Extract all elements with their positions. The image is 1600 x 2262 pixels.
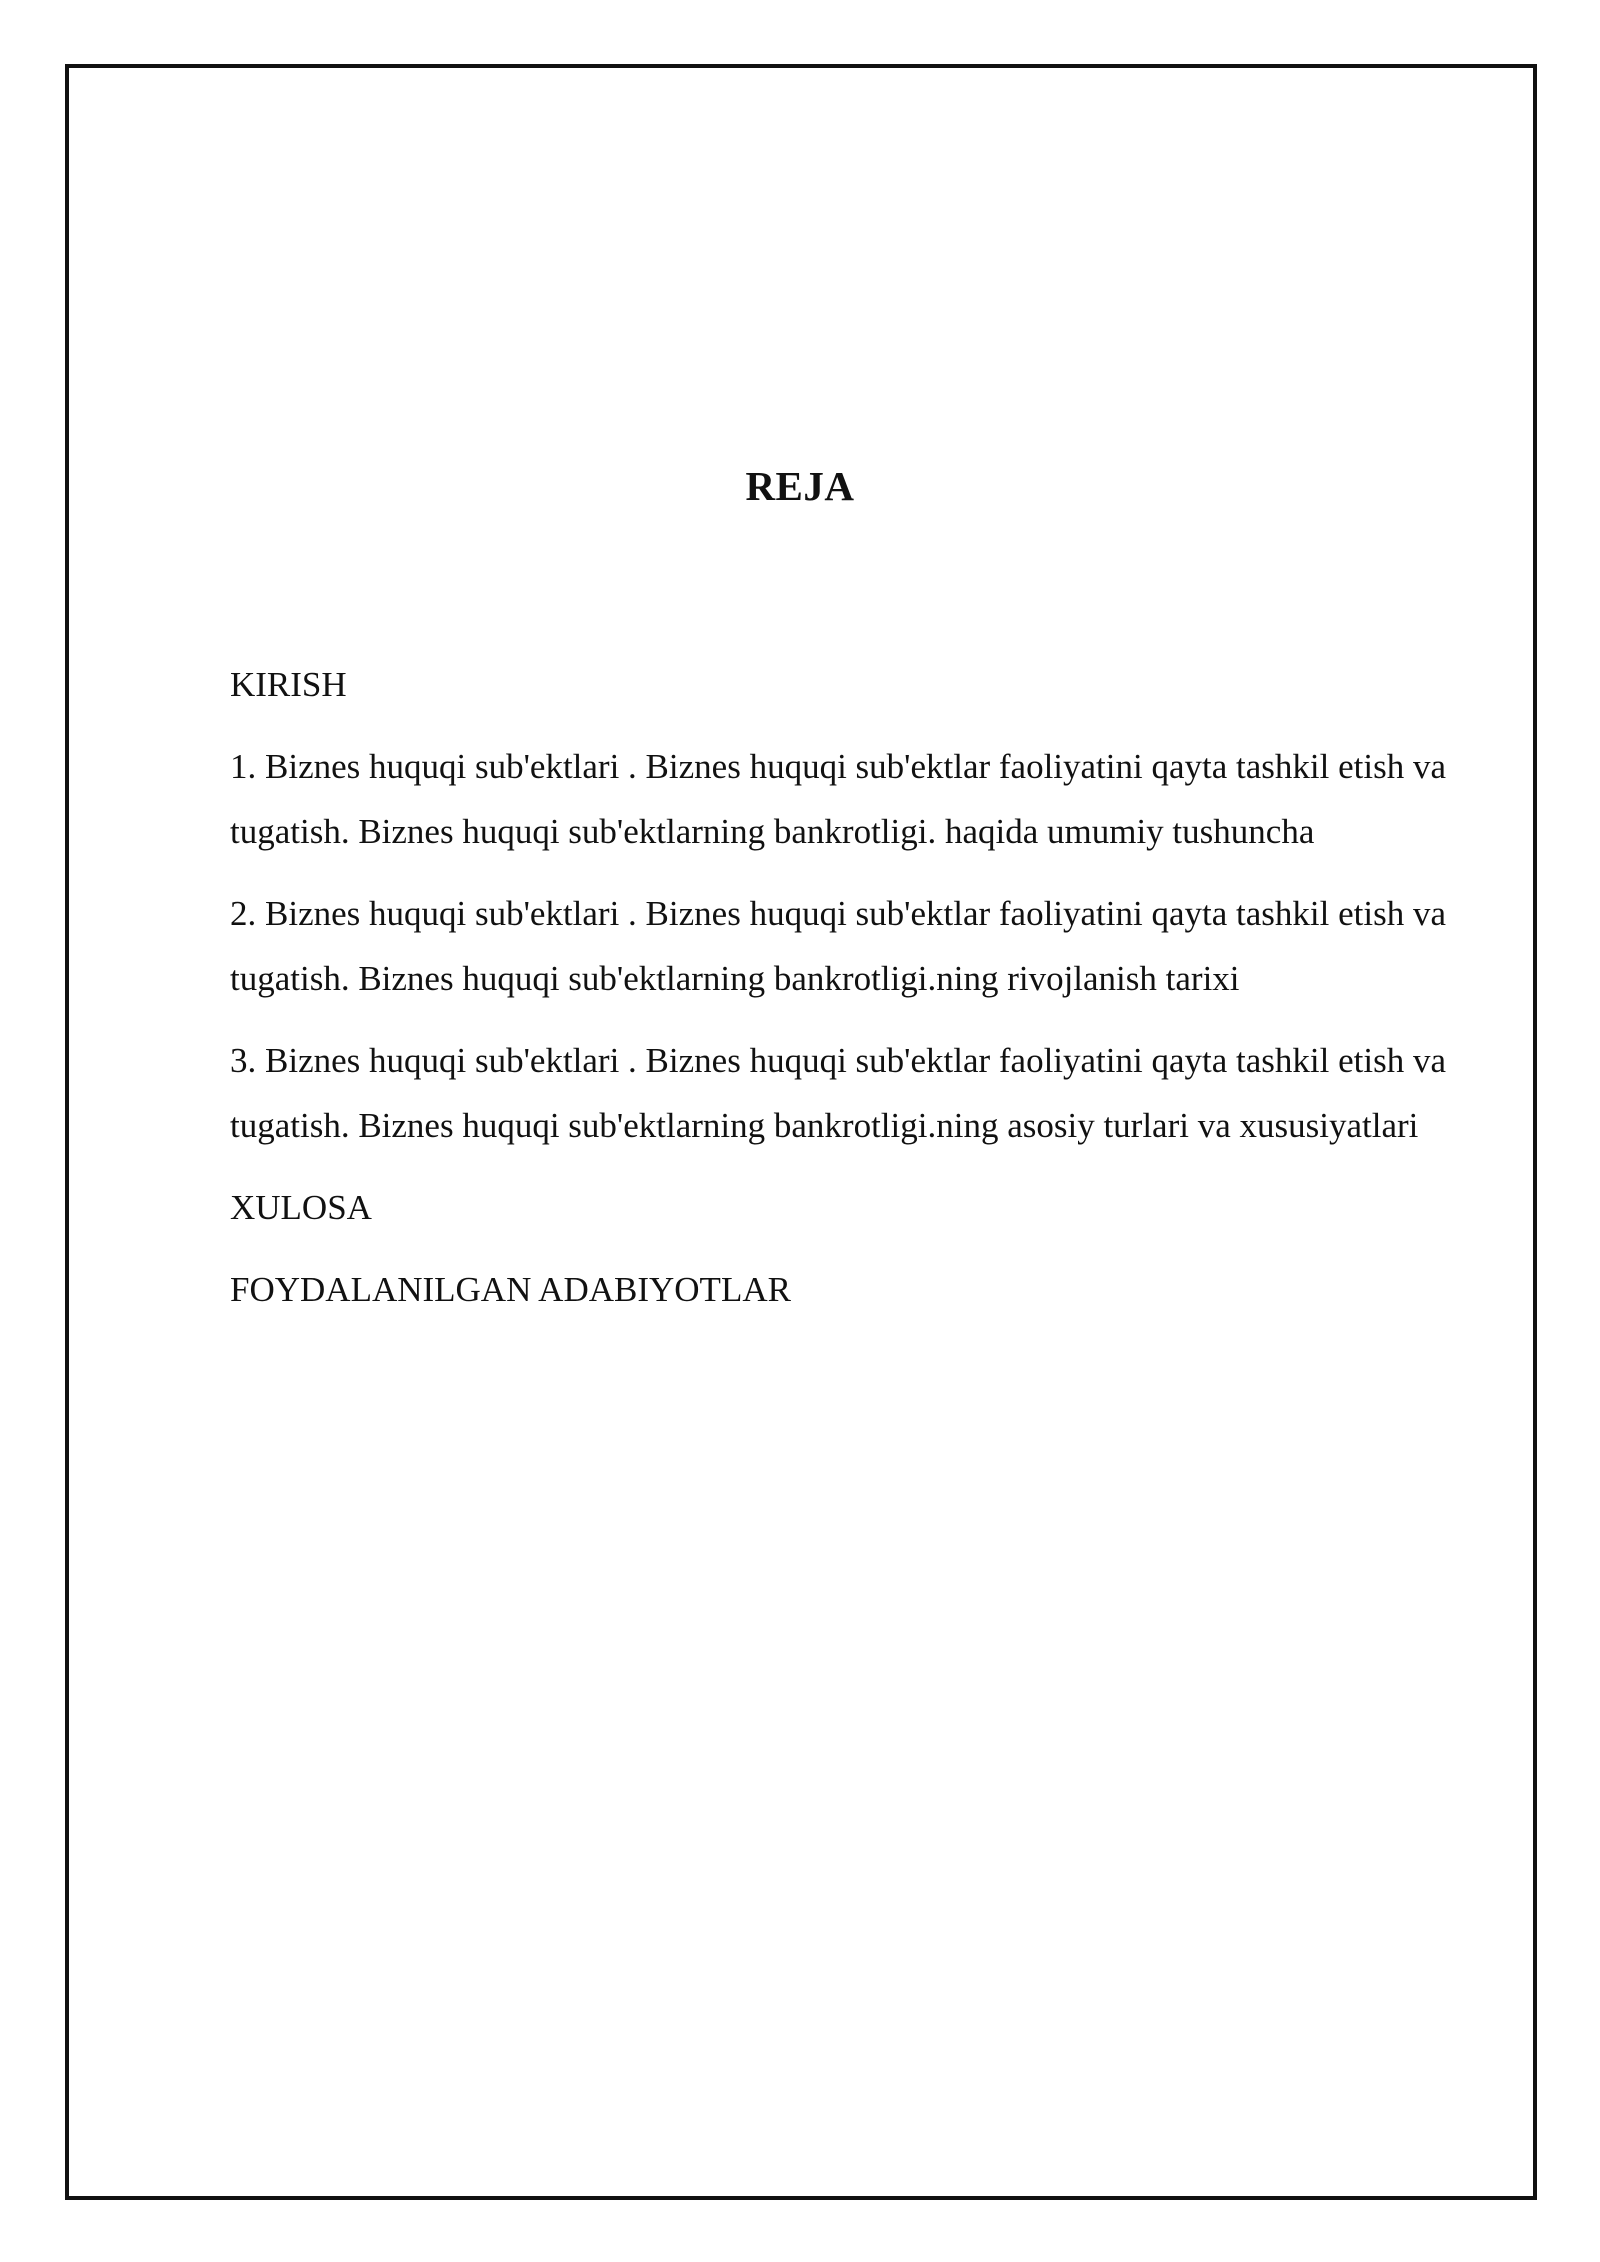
plan-item-3: 3. Biznes huquqi sub'ektlari . Biznes huquqi sub'ektlar faoliyatini qayta tashkil etish va tugatish. Biznes huquqi sub'ektlarning bankrotligi.ning asosiy turlari va xususiyatlari [230,1041,1446,1145]
document-content [230,458,1460,1339]
plan-item-introduction: KIRISH [230,665,347,704]
plan-item-references: FOYDALANILGAN ADABIYOTLAR [230,1270,791,1309]
plan-item-conclusion: XULOSA [230,1188,372,1227]
plan-list [230,652,1460,1322]
plan-item-2: 2. Biznes huquqi sub'ektlari . Biznes huquqi sub'ektlar faoliyatini qayta tashkil etish va tugatish. Biznes huquqi sub'ektlarning bankrotligi.ning rivojlanish tarixi [230,894,1446,998]
page-title: REJA [745,463,855,509]
plan-item-1: 1. Biznes huquqi sub'ektlari . Biznes huquqi sub'ektlar faoliyatini qayta tashkil etish va tugatish. Biznes huquqi sub'ektlarning bankrotligi. haqida umumiy tushuncha [230,747,1446,851]
